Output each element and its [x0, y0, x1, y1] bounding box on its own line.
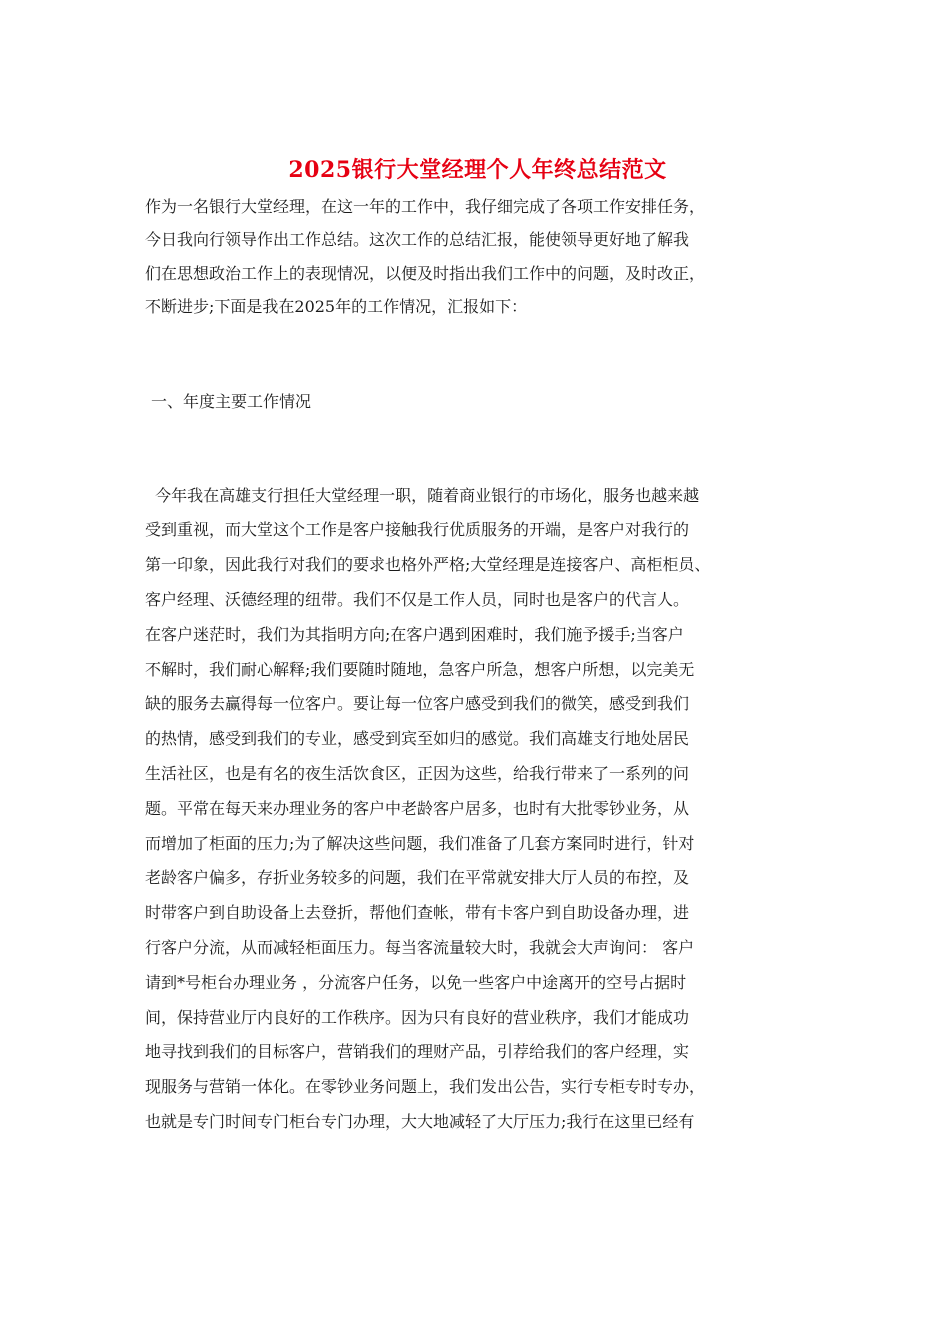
document-page [145, 150, 810, 1140]
text-line: 不断进步;下面是我在2025年的工作情况，汇报如下： [145, 297, 528, 317]
text-line: 也就是专门时间专门柜台专门办理，大大地减轻了大厅压力;我行在这里已经有 [145, 1111, 695, 1131]
text-line: 今日我向行领导作出工作总结。这次工作的总结汇报，能使领导更好地了解我 [145, 230, 690, 250]
text-line: 而增加了柜面的压力;为了解决这些问题，我们准备了几套方案同时进行，针对 [145, 833, 695, 853]
text-line: 受到重视，而大堂这个工作是客户接触我行优质服务的开端，是客户对我行的 [145, 520, 690, 540]
text-line: 第一印象，因此我行对我们的要求也格外严格;大堂经理是连接客户、高柜柜员、 [145, 555, 711, 575]
intro-paragraph [145, 190, 810, 324]
text-line: 现服务与营销一体化。在零钞业务问题上，我们发出公告，实行专柜专时专办， [145, 1077, 706, 1097]
text-line: 地寻找到我们的目标客户，营销我们的理财产品，引荐给我们的客户经理，实 [145, 1042, 690, 1062]
text-line: 间，保持营业厅内良好的工作秩序。因为只有良好的营业秩序，我们才能成功 [145, 1007, 690, 1027]
text-line: 作为一名银行大堂经理，在这一年的工作中，我仔细完成了各项工作安排任务， [145, 197, 706, 216]
text-line: 今年我在高雄支行担任大堂经理一职，随着商业银行的市场化，服务也越来越 [145, 485, 700, 505]
text-line: 题。平常在每天来办理业务的客户中老龄客户居多，也时有大批零钞业务，从 [145, 798, 690, 818]
text-line: 们在思想政治工作上的表现情况，以便及时指出我们工作中的问题，及时改正， [145, 263, 706, 283]
text-line: 不解时，我们耐心解释;我们要随时随地，急客户所急，想客户所想，以完美无 [145, 659, 695, 679]
text-line: 的热情，感受到我们的专业，感受到宾至如归的感觉。我们高雄支行地处居民 [145, 729, 690, 749]
text-line: 行客户分流，从而减轻柜面压力。每当客流量较大时，我就会大声询问： 客户 [145, 937, 695, 957]
text-line: 时带客户到自助设备上去登折，帮他们查帐，带有卡客户到自助设备办理，进 [145, 903, 690, 923]
body-paragraph [145, 479, 810, 1140]
document-title: 2025银行大堂经理个人年终总结范文 [288, 157, 667, 183]
text-line: 老龄客户偏多，存折业务较多的问题，我们在平常就安排大厅人员的布控，及 [145, 868, 690, 888]
text-line: 客户经理、沃德经理的纽带。我们不仅是工作人员，同时也是客户的代言人。 [145, 590, 690, 610]
text-line: 请到*号柜台办理业务 ，分流客户任务，以免一些客户中途离开的空号占据时 [145, 972, 687, 992]
text-line: 在客户迷茫时，我们为其指明方向;在客户遇到困难时，我们施予援手;当客户 [145, 624, 684, 644]
text-line: 缺的服务去赢得每一位客户。要让每一位客户感受到我们的微笑，感受到我们 [145, 694, 690, 714]
text-line: 生活社区，也是有名的夜生活饮食区，正因为这些，给我行带来了一系列的问 [145, 764, 690, 783]
section-heading: 一、年度主要工作情况 [151, 391, 312, 411]
